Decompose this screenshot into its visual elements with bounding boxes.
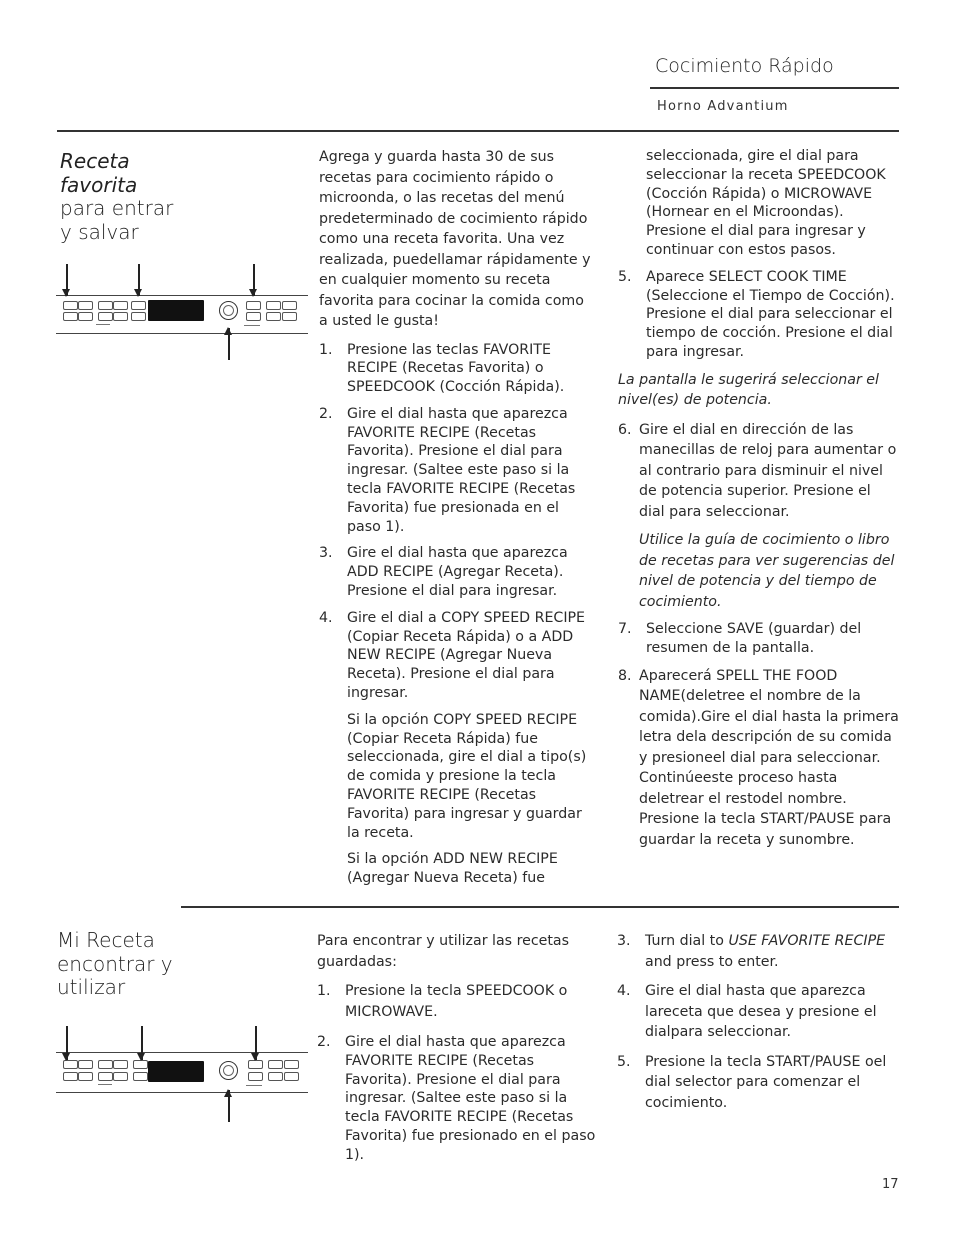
list-item [618,620,900,658]
panel-key [78,1060,93,1069]
section1-title-line: para entrar [60,196,174,220]
panel-top-edge [56,295,308,296]
step-subtext: Si la opción COPY SPEED RECIPE (Copiar Receta Rápida) fue seleccionada, gire el dial a tipo(s) de comida y presione la tecla FAVORITE RECIPE (Recetas Favorita) para ingresar y guardar la receta. [347,711,587,841]
header-rule [650,87,899,89]
list-item [618,268,900,362]
panel-key [63,1072,78,1081]
section1-column-right [618,147,900,858]
step-number: 3. [319,545,333,562]
panel-key [63,312,78,321]
start-pause-key [246,301,261,310]
panel-label-mark [98,1084,112,1085]
arrow-up-icon [228,328,230,360]
step-number: 2. [319,405,333,422]
step-text: Gire el dial hasta que aparezca FAVORITE RECIPE (Recetas Favorita). Presione el dial para ingresar. (Saltee este paso si la tecla FAVORITE RECIPE (Recetas Favorita) fue presionado en el paso 1). [345,1034,596,1163]
list-item [317,981,597,1022]
panel-key [133,1072,148,1081]
arrow-down-icon [141,1026,143,1060]
step-number: 3. [617,933,631,949]
panel-key [113,301,128,310]
section1-steps [319,341,597,889]
arrow-up-icon [228,1090,230,1122]
list-item [618,420,900,613]
arrow-down-icon [253,264,255,296]
panel-key [284,1072,299,1081]
step-number: 1. [317,983,331,999]
section-divider-top [57,130,899,132]
panel-key [63,301,78,310]
arrow-down-icon [66,1026,68,1060]
panel-key [284,1060,299,1069]
start-pause-key [248,1060,263,1069]
section2-column-right [617,931,899,1121]
page-header-subtitle: Horno Advantium [657,99,789,114]
section1-steps-cont2 [618,420,900,851]
step-subtext: Si la opción ADD NEW RECIPE (Agregar Nueva Receta) fue [347,851,558,887]
step-number: 4. [617,983,631,999]
list-item [617,931,899,972]
section1-steps-cont [618,268,900,362]
list-item [617,981,899,1043]
section2-intro: Para encontrar y utilizar las recetas guardadas: [317,933,570,970]
panel-key [98,1072,113,1081]
step-text: Turn dial to [645,933,729,949]
control-panel-diagram [56,1048,308,1098]
page-number: 17 [882,1177,899,1192]
panel-label-mark [96,324,110,325]
step-text: Presione la tecla START/PAUSE oel dial selector para comenzar el cocimiento. [645,1053,887,1111]
list-item [319,544,597,600]
panel-key [282,312,297,321]
panel-key [63,1060,78,1069]
speedcook-key [133,1060,148,1069]
section1-title-line: favorita [60,172,138,197]
section2-column-middle [317,931,597,1173]
step-text: Gire el dial hasta que aparezca lareceta que desea y presione el dialpara seleccionar. [645,983,877,1040]
panel-key [248,1072,263,1081]
arrow-down-icon [255,1026,257,1060]
panel-key [98,1060,113,1069]
step-text: Gire el dial a COPY SPEED RECIPE (Copiar Receta Rápida) o a ADD NEW RECIPE (Agregar Nueva Receta). Presione el dial para ingresar. [347,609,586,702]
list-item [317,1033,597,1165]
section1-intro: Agrega y guarda hasta 30 de sus recetas para cocimiento rápido o microonda, o las recetas del menú predeterminado de cocimiento rápido como una receta favorita. Una vez realizada, puedellamar rápidamente y en cualquier momento su receta favorita para cocinar la comida como a usted le gusta! [319,149,591,329]
panel-key [266,301,281,310]
arrow-down-icon [138,264,140,296]
step-number: 8. [618,667,632,684]
panel-label-mark [246,1085,262,1086]
step-number: 2. [317,1034,331,1050]
step-note: Utilice la guía de cocimiento o libro de recetas para ver sugerencias del nivel de potencia y del tiempo de cocimiento. [639,532,895,610]
section1-title-line: y salvar [60,219,139,244]
section2-steps-cont [617,931,899,1113]
step-number: 5. [618,268,632,285]
panel-display [148,300,204,321]
selector-dial [219,301,238,320]
panel-key [268,1060,283,1069]
section1-title [60,150,173,244]
panel-top-edge [56,1052,308,1053]
section-divider-middle [181,906,899,908]
note-text: La pantalla le sugerirá seleccionar el nivel(es) de potencia. [618,371,879,409]
step-text: Aparecerá SPELL THE FOOD NAME(deletree el nombre de la comida).Gire el dial hasta la primera letra dela descripción de su comida y presioneel dial para seleccionar. Continúeeste proceso hasta deletrear el restodel nombre. Presione la tecla START/PAUSE para guardar la receta y sunombre. [639,667,899,848]
selector-dial [219,1061,238,1080]
step-text: Gire el dial en dirección de las manecillas de reloj para aumentar o al contrario para disminuir el nivel de potencia superior. Presione el dial para seleccionar. [639,421,897,520]
list-item [617,1052,899,1114]
list-item [319,341,597,397]
section2-title-line: encontrar y [57,951,173,976]
panel-key [78,301,93,310]
list-item [618,666,900,851]
step-text: and press to enter. [645,953,779,970]
panel-key [78,312,93,321]
panel-key [266,312,281,321]
step-text-italic: USE FAVORITE RECIPE [728,933,886,949]
step-text: Presione las teclas FAVORITE RECIPE (Recetas Favorita) o SPEEDCOOK (Cocción Rápida). [347,341,565,396]
panel-key [78,1072,93,1081]
panel-key [98,301,113,310]
panel-key [282,301,297,310]
panel-key [98,312,113,321]
step-text: Seleccione SAVE (guardar) del resumen de la pantalla. [646,621,862,657]
step-number: 5. [617,1053,631,1070]
panel-bottom-edge [56,1092,308,1093]
panel-key [113,1060,128,1069]
panel-key [131,312,146,321]
step-text: Gire el dial hasta que aparezca ADD RECIPE (Agregar Receta). Presione el dial para ingresar. [347,545,568,600]
section1-title-line: Receta [60,149,130,173]
list-item [319,609,597,888]
step-text: Gire el dial hasta que aparezca FAVORITE RECIPE (Recetas Favorita). Presione el dial para ingresar. (Saltee este paso si la tecla FAVORITE RECIPE (Recetas Favorita) fue presionada en el paso 1). [347,405,576,535]
step-number: 6. [618,421,632,438]
panel-label-mark [244,325,260,326]
page-header-title: Cocimiento Rápido [655,55,834,77]
panel-key [268,1072,283,1081]
section2-title-line: utilizar [57,975,126,999]
panel-key [113,312,128,321]
step-number: 1. [319,341,333,358]
section2-steps [317,981,597,1165]
panel-key [246,312,261,321]
control-panel-diagram [56,290,308,340]
step-text: Aparece SELECT COOK TIME (Seleccione el Tiempo de Cocción). Presione el dial para seleccionar el tiempo de cocción. Presione el dial para ingresar. [646,268,895,360]
panel-key [113,1072,128,1081]
list-item [319,405,597,537]
section2-title [57,929,173,1000]
step-text: Presione la tecla SPEEDCOOK o MICROWAVE. [345,983,568,1020]
panel-bottom-edge [56,333,308,334]
section2-title-line: Mi Receta [57,928,155,952]
step-continuation: seleccionada, gire el dial para seleccionar la receta SPEEDCOOK (Cocción Rápida) o MICROWAVE (Hornear en el Microondas). Presione el dial para ingresar y continuar con estos pasos. [646,148,886,258]
step-number: 4. [319,609,333,626]
section1-column-middle [319,147,597,896]
arrow-down-icon [66,264,68,296]
panel-display [148,1061,204,1082]
step-number: 7. [618,621,632,638]
favorite-recipe-key [131,301,146,310]
